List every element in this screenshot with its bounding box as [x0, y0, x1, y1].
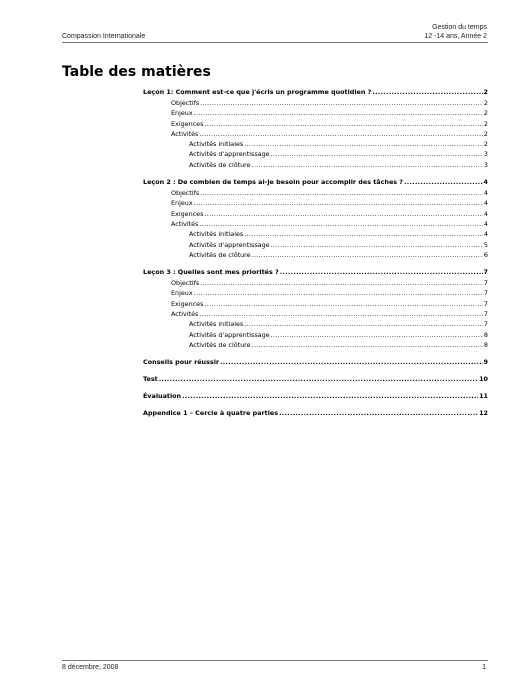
- toc-dot-leader: [199, 129, 483, 139]
- toc-entry-label: Leçon 2 : De combien de temps ai-je besoin pour accomplir des tâches ?: [143, 178, 404, 187]
- toc-entry-label: Activités initiales: [189, 140, 244, 149]
- toc-dot-leader: [194, 198, 483, 208]
- toc-entry-section[interactable]: [143, 267, 488, 277]
- toc-entry-label: Activités de clôture: [189, 250, 251, 259]
- toc-entry-subsubsection[interactable]: [143, 319, 488, 329]
- toc-dot-leader: [200, 278, 483, 288]
- toc-entry-label: Objectifs: [171, 279, 200, 288]
- toc-entry-subsection[interactable]: [143, 209, 488, 219]
- table-of-contents: [143, 87, 488, 419]
- toc-entry-page-number: 8: [483, 340, 488, 349]
- toc-dot-leader: [194, 108, 483, 118]
- toc-entry-label: Leçon 3 : Quelles sont mes priorités ?: [143, 268, 279, 277]
- toc-dot-leader: [200, 188, 483, 198]
- toc-entry-label: Objectifs: [171, 189, 200, 198]
- toc-entry-page-number: 3: [483, 150, 488, 159]
- toc-entry-label: Activités initiales: [189, 230, 244, 239]
- toc-dot-leader: [200, 98, 483, 108]
- toc-entry-page-number: 2: [483, 99, 488, 107]
- toc-entry-page-number: 3: [483, 160, 488, 169]
- toc-dot-leader: [279, 408, 478, 418]
- toc-entry-page-number: 4: [483, 230, 488, 239]
- toc-entry-label: Exigences: [171, 119, 204, 128]
- toc-entry-page-number: 8: [483, 330, 488, 339]
- toc-entry-label: Évaluation: [143, 392, 182, 401]
- header-course-subtitle: 12 -14 ans, Année 2: [424, 33, 487, 40]
- toc-entry-label: Appendice 1 – Cercle à quatre parties: [143, 409, 279, 418]
- toc-dot-leader: [372, 87, 482, 97]
- toc-dot-leader: [244, 319, 483, 329]
- footer-rule: [62, 660, 488, 661]
- toc-entry-page-number: 7: [483, 310, 488, 319]
- toc-entry-section[interactable]: [143, 374, 488, 384]
- toc-dot-leader: [271, 240, 483, 250]
- toc-entry-label: Test: [143, 375, 158, 384]
- toc-dot-leader: [204, 119, 483, 129]
- toc-entry-label: Activités: [171, 310, 199, 319]
- toc-entry-page-number: 7: [483, 268, 488, 277]
- toc-entry-section[interactable]: [143, 357, 488, 367]
- toc-entry-subsection[interactable]: [143, 129, 488, 139]
- toc-entry-label: Conseils pour réussir: [143, 358, 220, 367]
- toc-dot-leader: [271, 330, 483, 340]
- toc-entry-subsection[interactable]: [143, 299, 488, 309]
- toc-entry-page-number: 2: [483, 140, 488, 149]
- toc-entry-label: Enjeux: [171, 289, 193, 298]
- toc-entry-subsubsection[interactable]: [143, 330, 488, 340]
- toc-dot-leader: [252, 250, 483, 260]
- toc-entry-page-number: 2: [483, 109, 488, 118]
- toc-entry-page-number: 7: [483, 320, 488, 329]
- toc-dot-leader: [244, 139, 483, 149]
- toc-entry-section[interactable]: [143, 87, 488, 97]
- toc-dot-leader: [182, 391, 478, 401]
- toc-entry-page-number: 12: [479, 409, 488, 418]
- footer-page-number: 1: [482, 664, 486, 671]
- toc-entry-page-number: 4: [483, 219, 488, 228]
- header-course-title: Gestion du temps: [432, 24, 487, 31]
- toc-entry-subsection[interactable]: [143, 98, 488, 108]
- page-title: Table des matières: [62, 64, 211, 80]
- toc-dot-leader: [220, 357, 482, 367]
- toc-entry-page-number: 4: [483, 209, 488, 218]
- toc-entry-label: Activités de clôture: [189, 340, 251, 349]
- toc-entry-label: Activités: [171, 219, 199, 228]
- toc-entry-subsubsection[interactable]: [143, 149, 488, 159]
- toc-entry-page-number: 9: [483, 358, 488, 367]
- toc-entry-subsubsection[interactable]: [143, 340, 488, 350]
- toc-dot-leader: [252, 340, 483, 350]
- toc-entry-subsection[interactable]: [143, 219, 488, 229]
- toc-dot-leader: [194, 288, 483, 298]
- toc-entry-page-number: 7: [483, 299, 488, 308]
- toc-entry-subsubsection[interactable]: [143, 160, 488, 170]
- footer-date: 8 décembre, 2008: [62, 664, 119, 671]
- toc-entry-label: Leçon 1: Comment est-ce que j'écris un programme quotidien ?: [143, 88, 372, 96]
- toc-entry-page-number: 6: [483, 250, 488, 259]
- toc-entry-label: Activités d'apprentissage: [189, 150, 270, 159]
- toc-dot-leader: [252, 160, 483, 170]
- toc-entry-label: Activités: [171, 129, 199, 138]
- toc-entry-page-number: 4: [483, 189, 488, 198]
- toc-entry-subsection[interactable]: [143, 309, 488, 319]
- toc-entry-subsection[interactable]: [143, 108, 488, 118]
- toc-entry-section[interactable]: [143, 408, 488, 418]
- toc-entry-page-number: 10: [479, 375, 488, 384]
- toc-entry-page-number: 7: [483, 289, 488, 298]
- toc-entry-label: Activités initiales: [189, 320, 244, 329]
- toc-entry-subsubsection[interactable]: [143, 250, 488, 260]
- toc-entry-label: Activités de clôture: [189, 160, 251, 169]
- toc-dot-leader: [244, 229, 483, 239]
- toc-entry-subsubsection[interactable]: [143, 240, 488, 250]
- toc-dot-leader: [199, 309, 483, 319]
- toc-entry-page-number: 2: [483, 119, 488, 128]
- toc-dot-leader: [280, 267, 483, 277]
- toc-entry-page-number: 11: [479, 392, 488, 401]
- toc-entry-subsubsection[interactable]: [143, 229, 488, 239]
- toc-entry-label: Objectifs: [171, 99, 200, 107]
- toc-entry-label: Exigences: [171, 209, 204, 218]
- toc-entry-subsection[interactable]: [143, 288, 488, 298]
- toc-entry-section[interactable]: [143, 177, 488, 187]
- toc-entry-label: Enjeux: [171, 109, 193, 118]
- toc-entry-page-number: 2: [483, 129, 488, 138]
- toc-dot-leader: [404, 177, 483, 187]
- toc-entry-page-number: 4: [483, 178, 488, 187]
- toc-entry-subsubsection[interactable]: [143, 139, 488, 149]
- toc-dot-leader: [199, 219, 483, 229]
- toc-entry-subsection[interactable]: [143, 119, 488, 129]
- header-rule: [62, 42, 488, 43]
- toc-entry-label: Activités d'apprentissage: [189, 330, 270, 339]
- toc-entry-page-number: 2: [483, 88, 488, 96]
- toc-entry-subsection[interactable]: [143, 188, 488, 198]
- toc-dot-leader: [204, 209, 483, 219]
- toc-dot-leader: [271, 149, 483, 159]
- toc-entry-label: Exigences: [171, 299, 204, 308]
- toc-entry-section[interactable]: [143, 391, 488, 401]
- header-organization: Compassion Internationale: [62, 33, 146, 40]
- toc-entry-subsection[interactable]: [143, 278, 488, 288]
- toc-entry-subsection[interactable]: [143, 198, 488, 208]
- toc-dot-leader: [159, 374, 478, 384]
- toc-entry-page-number: 7: [483, 279, 488, 288]
- toc-entry-page-number: 4: [483, 199, 488, 208]
- header-course-info: [424, 23, 487, 41]
- toc-entry-page-number: 5: [483, 240, 488, 249]
- toc-entry-label: Activités d'apprentissage: [189, 240, 270, 249]
- toc-dot-leader: [204, 299, 483, 309]
- toc-entry-label: Enjeux: [171, 199, 193, 208]
